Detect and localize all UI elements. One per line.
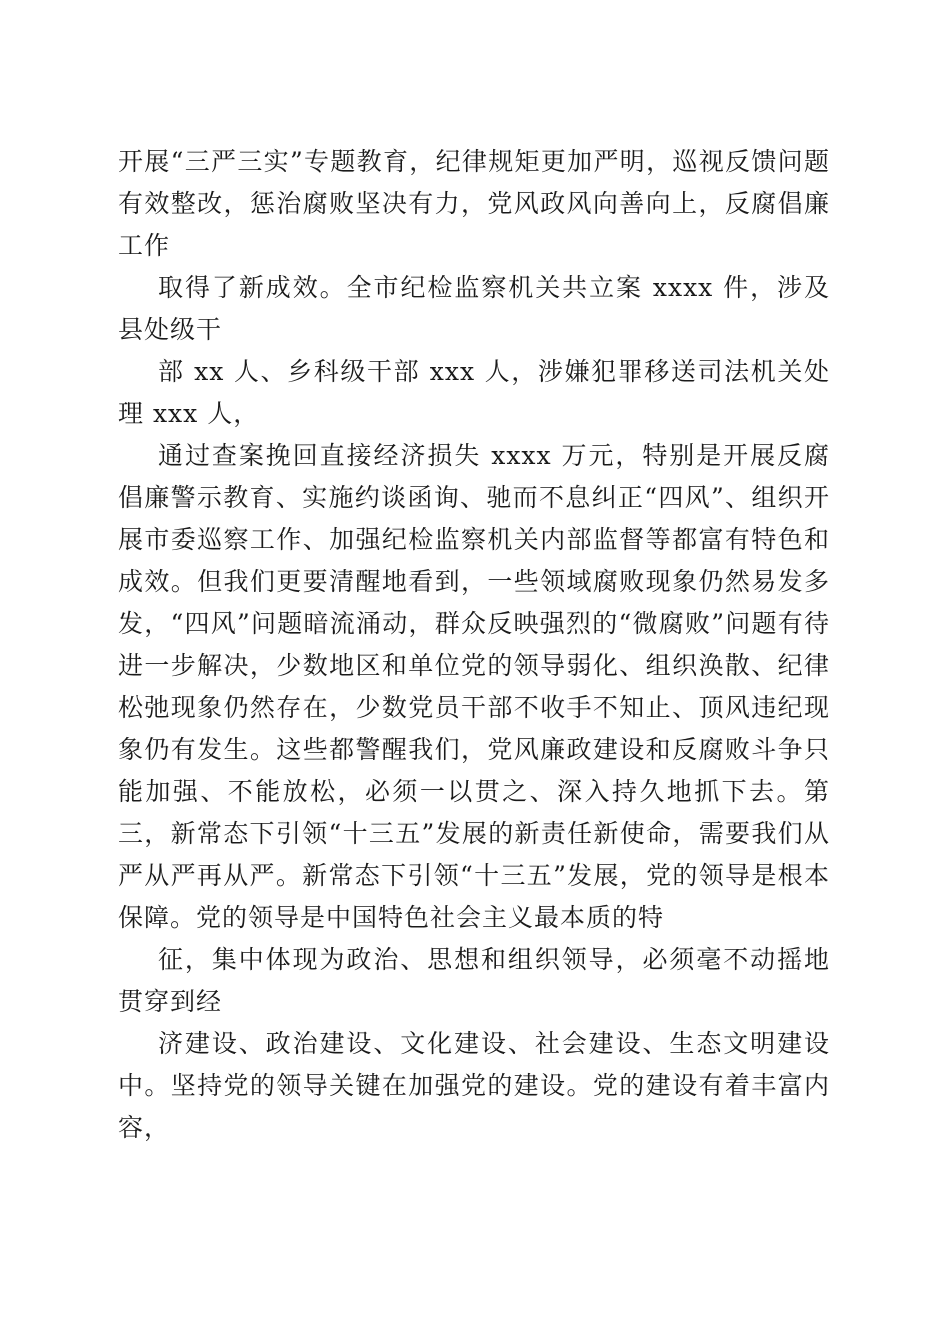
paragraph-1: 开展“三严三实”专题教育，纪律规矩更加严明，巡视反馈问题有效整改，惩治腐败坚决有力，党风政风向善向上，反腐倡廉工作: [118, 147, 830, 260]
paragraph-2: 取得了新成效。全市纪检监察机关共立案 xxxx 件，涉及县处级干: [118, 273, 830, 344]
paragraph-3: 部 xx 人、乡科级干部 xxx 人，涉嫌犯罪移送司法机关处理 xxx 人，: [118, 357, 830, 428]
document-body: [118, 141, 830, 1149]
paragraph-6: 济建设、政治建设、文化建设、社会建设、生态文明建设中。坚持党的领导关键在加强党的建设。党的建设有着丰富内容，: [118, 1029, 830, 1142]
paragraph-5: 征，集中体现为政治、思想和组织领导，必须毫不动摇地贯穿到经: [118, 945, 830, 1016]
paragraph-4: 通过查案挽回直接经济损失 xxxx 万元，特别是开展反腐倡廉警示教育、实施约谈函询、驰而不息纠正“四风”、组织开展市委巡察工作、加强纪检监察机关内部监督等都富有特色和成效。但我们更要清醒地看到，一些领域腐败现象仍然易发多发，“四风”问题暗流涌动，群众反映强烈的“微腐败”问题有待进一步解决，少数地区和单位党的领导弱化、组织涣散、纪律松弛现象仍然存在，少数党员干部不收手不知止、顶风违纪现象仍有发生。这些都警醒我们，党风廉政建设和反腐败斗争只能加强、不能放松，必须一以贯之、深入持久地抓下去。第三，新常态下引领“十三五”发展的新责任新使命，需要我们从严从严再从严。新常态下引领“十三五”发展，党的领导是根本保障。党的领导是中国特色社会主义最本质的特: [118, 441, 830, 932]
